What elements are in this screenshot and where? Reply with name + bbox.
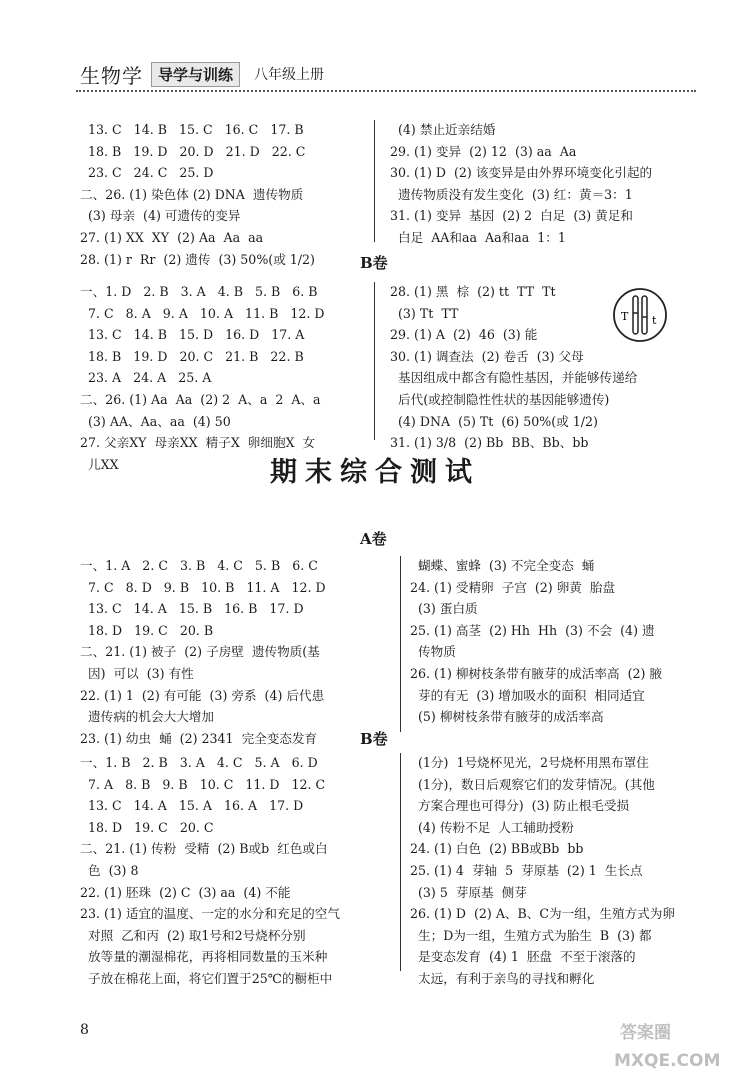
answer-line: 是变态发育 (4) 1 胚盘 不至于滚落的 xyxy=(410,949,636,965)
answer-line: 蝴蝶、蜜蜂 (3) 不完全变态 蛹 xyxy=(410,558,595,573)
answer-line: 31. (1) 变异 基因 (2) 2 白足 (3) 黄足和 xyxy=(390,208,633,224)
answer-line: 29. (1) A (2) 46 (3) 能 xyxy=(390,327,538,343)
gene-label-t: t xyxy=(652,314,657,327)
answers-part4-right xyxy=(410,752,675,990)
grade-label: 八年级上册 xyxy=(254,67,324,83)
answer-line: 28. (1) r Rr (2) 遗传 (3) 50%(或 1/2) xyxy=(80,251,315,267)
answer-line: 24. (1) 受精卵 子宫 (2) 卵黄 胎盘 xyxy=(410,579,616,595)
answer-line: 放等量的潮湿棉花，再将相同数量的玉米种 xyxy=(80,949,328,965)
answers-part2-left xyxy=(80,281,324,475)
answer-line: 31. (1) 3/8 (2) Bb BB、Bb、bb xyxy=(390,435,589,451)
answer-line: 二、26. (1) 染色体 (2) DNA 遗传物质 xyxy=(80,186,304,202)
answers-part3-left xyxy=(80,555,326,749)
answer-line: 遗传物质没有发生变化 (3) 红：黄＝3：1 xyxy=(390,186,633,202)
answer-line: 二、21. (1) 传粉 受精 (2) B或b 红色或白 xyxy=(80,841,328,857)
answer-line: 生；D为一组，生殖方式为胎生 B (3) 都 xyxy=(410,927,652,943)
answer-line: 13. C 14. B 15. C 16. C 17. B xyxy=(80,122,304,137)
svg-text:MXQE.COM: MXQE.COM xyxy=(614,1051,721,1071)
answer-line: 22. (1) 1 (2) 有可能 (3) 旁系 (4) 后代患 xyxy=(80,687,325,703)
header-divider xyxy=(76,90,696,92)
answer-line: 23. C 24. C 25. D xyxy=(80,165,214,181)
answer-line: 基因组成中都含有隐性基因，并能够传递给 xyxy=(390,370,638,386)
answers-part2-right xyxy=(390,281,637,454)
answer-line: (1分)，数日后观察它们的发芽情况。(其他 xyxy=(410,776,655,792)
answer-line: 太远，有利于亲鸟的寻找和孵化 xyxy=(410,970,595,986)
answer-line: 23. (1) 幼虫 蛹 (2) 2341 完全变态发育 xyxy=(80,730,318,746)
watermark-logo xyxy=(592,1012,742,1074)
answer-line: 23. (1) 适宜的温度、一定的水分和充足的空气 xyxy=(80,906,340,922)
answer-line: 子放在棉花上面，将它们置于25℃的橱柜中 xyxy=(80,970,333,986)
subject-title: 生物学 xyxy=(80,64,143,88)
answer-line: 方案合理也可得分) (3) 防止根毛受损 xyxy=(410,798,630,814)
answer-line: 一、1. D 2. B 3. A 4. B 5. B 6. B xyxy=(80,284,318,299)
answer-line: 13. C 14. A 15. A 16. A 17. D xyxy=(80,798,304,814)
answer-line: 7. C 8. A 9. A 10. A 11. B 12. D xyxy=(80,305,325,321)
answer-line: 二、26. (1) Aa Aa (2) 2 A、a 2 A、a xyxy=(80,391,321,407)
answer-line: (4) 传粉不足 人工辅助授粉 xyxy=(410,819,574,835)
final-test-title: 期末综合测试 xyxy=(270,457,480,488)
answer-line: 一、1. B 2. B 3. A 4. C 5. A 6. D xyxy=(80,755,318,770)
column-divider xyxy=(400,753,401,971)
svg-text:答案圈: 答案圈 xyxy=(620,1023,671,1043)
answer-line: (3) 5 芽原基 侧芽 xyxy=(410,884,527,900)
answer-line: (1分) 1号烧杯见光，2号烧杯用黑布罩住 xyxy=(410,755,649,770)
column-divider xyxy=(374,282,375,440)
answer-line: (5) 柳树枝条带有腋芽的成活率高 xyxy=(410,709,604,725)
answer-line: 遗传病的机会大大增加 xyxy=(80,709,214,725)
answer-line: 18. D 19. C 20. C xyxy=(80,819,214,835)
column-divider xyxy=(374,120,375,242)
answer-line: 7. C 8. D 9. B 10. B 11. A 12. D xyxy=(80,579,326,595)
answers-part1-right xyxy=(390,119,652,249)
section-b-heading: B卷 xyxy=(360,254,388,272)
answers-part4-left xyxy=(80,752,340,990)
answer-line: 7. A 8. B 9. B 10. C 11. D 12. C xyxy=(80,776,326,792)
section-b-heading: B卷 xyxy=(360,730,388,748)
answer-line: (3) 母亲 (4) 可遗传的变异 xyxy=(80,208,241,224)
answer-line: 后代(或控制隐性性状的基因能够遗传) xyxy=(390,391,610,407)
answer-line: 二、21. (1) 被子 (2) 子房壁 遗传物质(基 xyxy=(80,644,320,660)
answer-line: 25. (1) 高茎 (2) Hh Hh (3) 不会 (4) 遗 xyxy=(410,622,655,638)
answers-part1-left xyxy=(80,119,315,270)
answer-line: 13. C 14. A 15. B 16. B 17. D xyxy=(80,601,304,617)
answer-line: 22. (1) 胚珠 (2) C (3) aa (4) 不能 xyxy=(80,884,291,900)
answer-line: 18. B 19. D 20. D 21. D 22. C xyxy=(80,143,306,159)
page-header xyxy=(76,58,696,98)
answer-line: 25. (1) 4 芽轴 5 芽原基 (2) 1 生长点 xyxy=(410,862,643,878)
answer-line: 白足 AA和aa Aa和aa 1：1 xyxy=(390,229,566,245)
answer-line: 30. (1) D (2) 该变异是由外界环境变化引起的 xyxy=(390,165,653,181)
answer-line: (3) Tt TT xyxy=(390,305,459,321)
answer-line: 29. (1) 变异 (2) 12 (3) aa Aa xyxy=(390,143,577,159)
answer-line: 28. (1) 黑 棕 (2) tt TT Tt xyxy=(390,284,556,299)
answer-line: (3) AA、Aa、aa (4) 50 xyxy=(80,413,231,429)
page-number: 8 xyxy=(80,1022,89,1038)
answers-part3-right xyxy=(410,555,662,728)
section-a-heading: A卷 xyxy=(360,530,387,548)
answer-line: (3) 蛋白质 xyxy=(410,601,478,617)
answer-line: 26. (1) 柳树枝条带有腋芽的成活率高 (2) 腋 xyxy=(410,665,663,681)
answer-line: 24. (1) 白色 (2) BB或Bb bb xyxy=(410,841,584,857)
answer-line: 18. B 19. D 20. C 21. B 22. B xyxy=(80,348,304,364)
answer-line: 色 (3) 8 xyxy=(80,862,139,878)
answer-line: 对照 乙和丙 (2) 取1号和2号烧杯分别 xyxy=(80,927,306,943)
answer-line: 30. (1) 调查法 (2) 卷舌 (3) 父母 xyxy=(390,348,584,364)
answer-line: 传物质 xyxy=(410,644,456,660)
answer-line: 23. A 24. A 25. A xyxy=(80,370,212,386)
answer-line: 儿XX xyxy=(80,456,119,472)
answer-line: 因) 可以 (3) 有性 xyxy=(80,665,194,681)
answer-line: 18. D 19. C 20. B xyxy=(80,622,214,638)
answer-line: 27. 父亲XY 母亲XX 精子X 卵细胞X 女 xyxy=(80,435,316,451)
column-divider xyxy=(400,556,401,732)
book-title: 导学与训练 xyxy=(151,62,240,87)
gene-label-T: T xyxy=(621,310,629,323)
answer-line: 26. (1) D (2) A、B、C为一组，生殖方式为卵 xyxy=(410,906,675,922)
answer-line: 芽的有无 (3) 增加吸水的面积 相同适宜 xyxy=(410,687,645,703)
answer-line: 一、1. A 2. C 3. B 4. C 5. B 6. C xyxy=(80,558,318,573)
answer-line: (4) 禁止近亲结婚 xyxy=(390,122,496,137)
chromosome-figure xyxy=(612,287,668,343)
answer-line: 27. (1) XX XY (2) Aa Aa aa xyxy=(80,229,264,245)
answer-line: 13. C 14. B 15. D 16. D 17. A xyxy=(80,327,305,343)
answer-line: (4) DNA (5) Tt (6) 50%(或 1/2) xyxy=(390,413,598,429)
